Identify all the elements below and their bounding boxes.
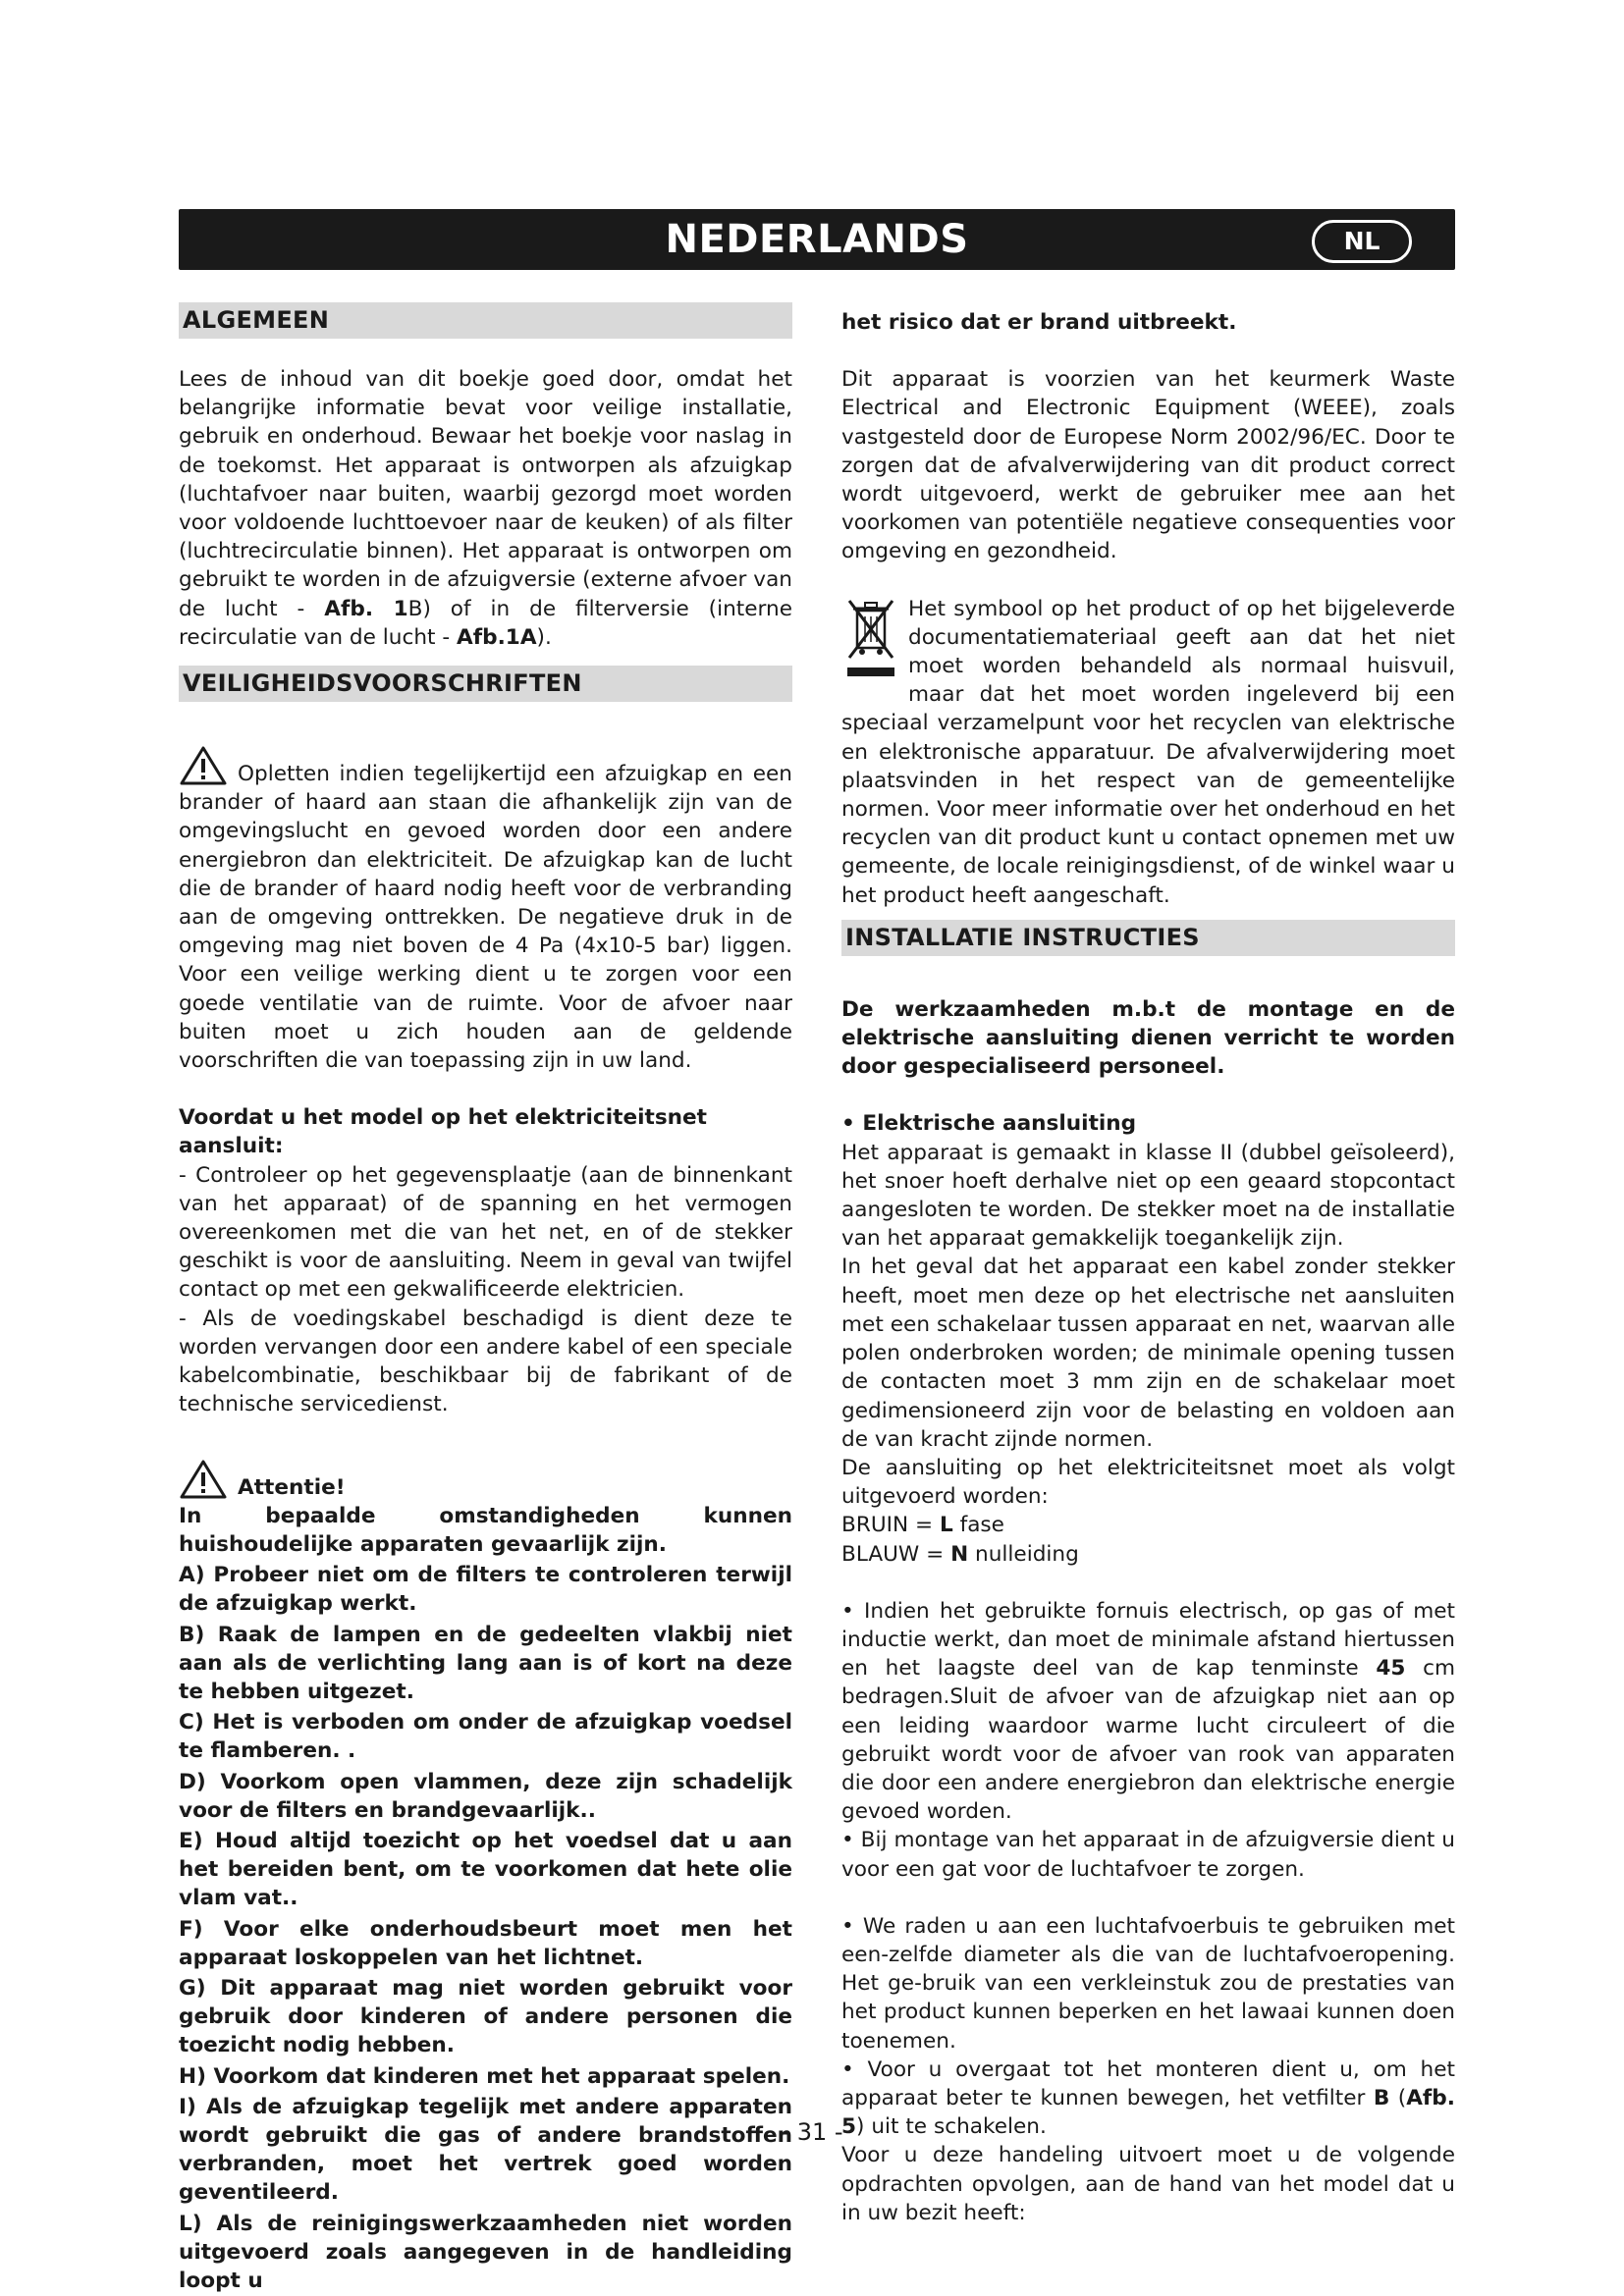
montage-paragraph: • Bij montage van het apparaat in de afzuigversie dient u voor een gat voor de luchtafvoer te zorgen. — [841, 1828, 1455, 1882]
raden-paragraph: • We raden u aan een luchtafvoerbuis te gebruiken met een-zelfde diameter als die van de luchtafvoeropening. Het ge-bruik van een verkleinstuk zou de prestaties van het product kunnen beperken en het lawaai kunnen doen toenemen. — [841, 1913, 1455, 2054]
page-number: - 31 - — [781, 2118, 843, 2146]
left-column — [179, 302, 792, 2295]
attentie-heading: Attentie! — [179, 1459, 792, 1502]
voordat-heading: Voordat u het model op het elektriciteitsnet aansluit: — [179, 1105, 708, 1159]
risico-continuation: het risico dat er brand uitbreekt. — [841, 310, 1237, 335]
section-heading-installatie: INSTALLATIE INSTRUCTIES — [841, 920, 1455, 956]
crossed-out-bin-icon — [841, 597, 900, 683]
warning-triangle-icon — [179, 1459, 228, 1500]
ref-afb-1a: Afb.1A — [457, 624, 537, 650]
elektrisch-paragraph-3: De aansluiting op het elektriciteitsnet moet als volgt uitgevoerd worden: — [841, 1455, 1455, 1510]
weee-paragraph: Dit apparaat is voorzien van het keurmerk Waste Electrical and Electronic Equipment (WEEE), zoals vastgesteld door de Europese Norm 2002/96/EC. Door te zorgen dat de afvalverwijdering van dit product correct wordt uitgevoerd, werkt de gebruiker mee aan het voorkomen van potentiële negatieve consequenties voor omgeving en gezondheid. — [841, 367, 1455, 564]
rule-d: D) Voorkom open vlammen, deze zijn schadelijk voor de filters en brandgevaarlijk.. — [179, 1769, 792, 1823]
voordat-item-2: - Als de voedingskabel beschadigd is dient deze te worden vervangen door een andere kabel of een speciale kabelcombinatie, beschikbaar bij de fabrikant of de technische servicedienst. — [179, 1306, 792, 1417]
attentie-intro: In bepaalde omstandigheden kunnen huishoudelijke apparaten gevaarlijk zijn. — [179, 1503, 792, 1557]
elektrisch-paragraph-2: In het geval dat het apparaat een kabel zonder stekker heeft, moet men deze op het electrische net aansluiten met een schakelaar tussen apparaat en net, waarvan alle polen onderbroken worden; de minimale opening tussen de contacten moet 3 mm zijn en de schakelaar moet gedimensioneerd zijn voor de belasting en voldoen aan de van kracht zijnde normen. — [841, 1255, 1455, 1452]
handeling-paragraph: Voor u deze handeling uitvoert moet u de volgende opdrachten opvolgen, aan de hand van het model dat u in uw bezit heeft: — [841, 2143, 1455, 2225]
rule-l: L) Als de reinigingswerkzaamheden niet worden uitgevoerd zoals aangegeven in de handleiding loopt u — [179, 2211, 792, 2293]
fornuis-paragraph: • Indien het gebruikte fornuis electrisch, op gas of met inductie werkt, dan moet de minimale afstand hiertussen en het laagste deel van de kap tenminste 45 cm bedragen.Sluit de afvoer van de afzuigkap niet aan op een leiding waardoor warme lucht circuleert of die gebruikt wordt voor de afvoer van rook van apparaten die door een andere energiebron dan elektrische energie gevoed worden. — [841, 1598, 1455, 1825]
rule-h: H) Voorkom dat kinderen met het apparaat spelen. — [179, 2063, 790, 2089]
veiligheid-paragraph: Opletten indien tegelijkertijd een afzuigkap en een brander of haard aan staan die afhankelijk zijn van de omgevingslucht en gevoed worden door een andere energiebron dan elektriciteit. De afzuigkap kan de lucht die de brander of haard nodig heeft voor de verbranding aan de omgeving onttrekken. De negatieve druk in de omgeving mag niet boven de 4 Pa (4x10-5 bar) liggen. Voor een veilige werking dient u te zorgen voor een goede ventilatie van de ruimte. Voor de afvoer naar buiten moet u zich houden aan de geldende voorschriften die van toepassing zijn in uw land. — [179, 745, 792, 1075]
wire-blue: BLAUW = N nulleiding — [841, 1541, 1079, 1567]
rule-f: F) Voor elke onderhoudsbeurt moet men het apparaat loskoppelen van het lichtnet. — [179, 1916, 792, 1970]
section-heading-veiligheid: VEILIGHEIDSVOORSCHRIFTEN — [179, 666, 792, 702]
language-badge: NL — [1312, 220, 1412, 263]
rule-a: A) Probeer niet om de filters te controleren terwijl de afzuigkap werkt. — [179, 1563, 792, 1617]
rule-g: G) Dit apparaat mag niet worden gebruikt voor gebruik door kinderen of andere personen die toezicht nodig hebben. — [179, 1975, 792, 2058]
rule-b: B) Raak de lampen en de gedeelten vlakbij niet aan als de verlichting lang aan is of kort na deze te hebben uitgezet. — [179, 1622, 792, 1704]
warning-triangle-icon — [179, 745, 228, 786]
wire-brown: BRUIN = L fase — [841, 1513, 1004, 1538]
symbool-paragraph: Het symbool op het product of op het bijgeleverde documentatiemateriaal geeft aan dat het niet moet worden behandeld als normaal huisvuil, maar dat het moet worden ingeleverd bij een speciaal verzamelpunt voor het recyclen van elektrische en elektronische apparatuur. De afvalverwijdering moet plaatsvinden in het respect van de gemeentelijke normen. Voor meer informatie over het onderhoud en het recyclen van dit product kunt u contact opnemen met uw gemeente, de locale reinigingsdienst, of de winkel waar u het product heeft aangeschaft. — [841, 596, 1455, 908]
installatie-intro: De werkzaamheden m.b.t de montage en de elektrische aansluiting dienen verricht te worden door gespecialiseerd personeel. — [841, 996, 1455, 1080]
rule-e: E) Houd altijd toezicht op het voedsel dat u aan het bereiden bent, om te voorkomen dat hete olie vlam vat.. — [179, 1828, 792, 1911]
section-heading-algemeen: ALGEMEEN — [179, 302, 792, 339]
ref-afb-1b: Afb. 1 — [324, 596, 408, 621]
weee-symbol-block — [841, 595, 1455, 910]
elektrisch-paragraph-1: Het apparaat is gemaakt in klasse II (dubbel geïsoleerd), het snoer hoeft derhalve niet op een geaard stopcontact aangesloten te worden. De stekker moet na de installatie van het apparaat gemakkelijk toegankelijk zijn. — [841, 1140, 1455, 1252]
voordat-item-1: - Controleer op het gegevensplaatje (aan de binnenkant van het apparaat) of de spanning en het vermogen overeenkomen met die van het net, en of de stekker geschikt is voor de aansluiting. Neem in geval van twijfel contact op met een gekwalificeerde elektricien. — [179, 1162, 792, 1303]
right-column — [841, 302, 1455, 2227]
algemeen-paragraph: Lees de inhoud van dit boekje goed door, omdat het belangrijke informatie bevat voor veilige installatie, gebruik en onderhoud. Bewaar het boekje voor naslag in de toekomst. Het apparaat is ontworpen als afzuigkap (luchtafvoer naar buiten, waarbij gezorgd moet worden voor voldoende luchttoevoer naar de keuken) of als filter (luchtrecirculatie binnen). Het apparaat is ontworpen om gebruikt te worden in de afzuigversie (externe afvoer van de lucht - Afb. 1B) of in de filterversie (interne recirculatie van de lucht - Afb.1A). — [179, 367, 793, 650]
language-title: NEDERLANDS — [665, 217, 969, 262]
rule-c: C) Het is verboden om onder de afzuigkap voedsel te flamberen. . — [179, 1710, 792, 1764]
language-banner — [179, 209, 1455, 270]
ref-afb-5: Afb. 5 — [841, 2085, 1455, 2140]
overgaat-paragraph: • Voor u overgaat tot het monteren dient u, om het apparaat beter te kunnen bewegen, het vetfilter B (Afb. 5) uit te schakelen. — [841, 2056, 1455, 2140]
rule-i: I) Als de afzuigkap tegelijk met andere apparaten wordt gebruikt die gas of andere brandstoffen verbranden, moet het vertrek goed worden geventileerd. — [179, 2094, 792, 2206]
elektrische-aansluiting-heading: • Elektrische aansluiting — [841, 1111, 1137, 1137]
